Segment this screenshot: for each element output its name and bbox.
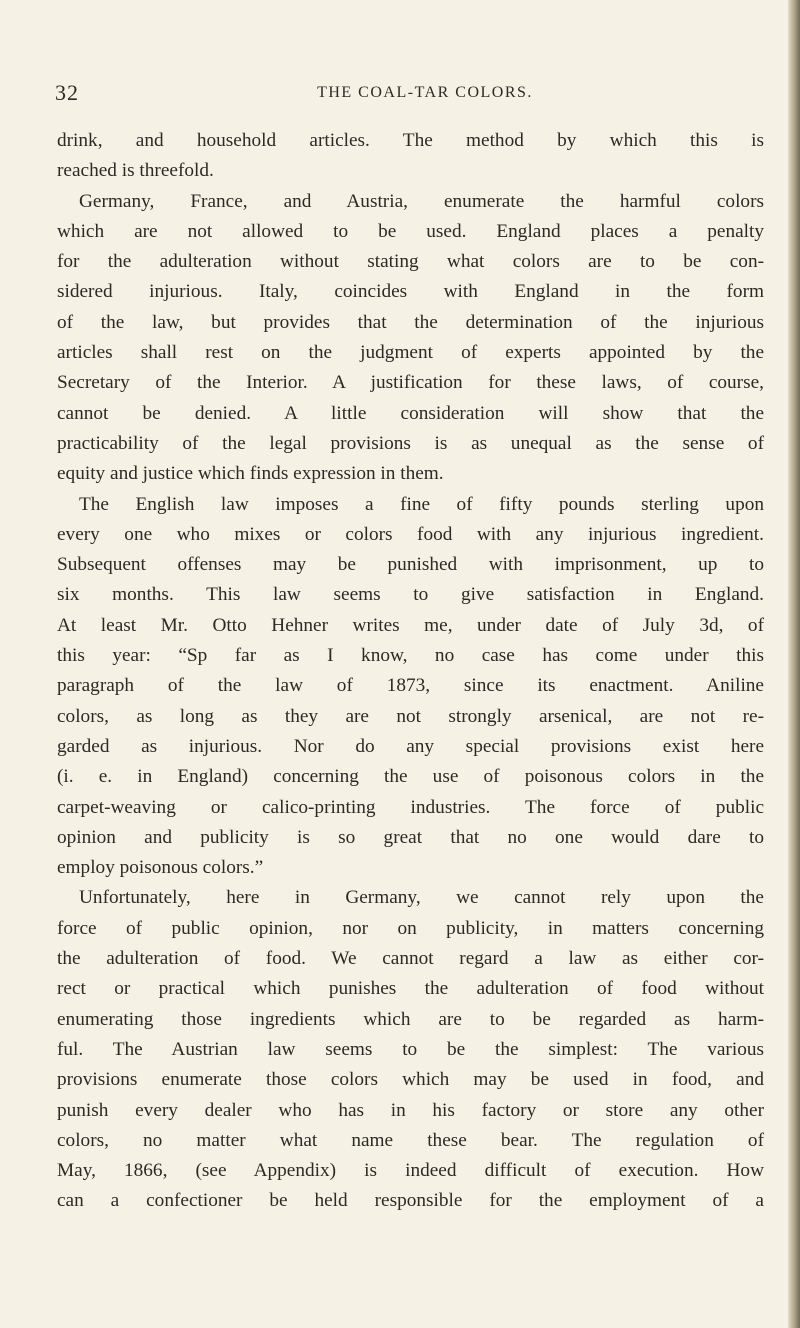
page-number: 32 — [55, 80, 79, 105]
text-line: every one who mixes or colors food with any injurious ingredient. — [57, 523, 764, 545]
text-line: for the adulteration without stating what colors are to be con- — [57, 251, 764, 273]
text-line: articles shall rest on the judgment of experts appointed by the — [57, 342, 764, 364]
text-line: can a confectioner be held responsible for the employment of a — [57, 1190, 764, 1212]
text-line: six months. This law seems to give satisfaction in England. — [57, 584, 764, 606]
text-line: force of public opinion, nor on publicity, in matters concerning — [57, 917, 764, 939]
text-line: The English law imposes a fine of fifty pounds sterling upon — [79, 493, 764, 515]
text-line: this year: “Sp far as I know, no case has come under this — [57, 645, 764, 667]
text-line: sidered injurious. Italy, coincides with England in the form — [57, 281, 764, 303]
text-line: ful. The Austrian law seems to be the simplest: The various — [57, 1038, 764, 1060]
text-line: At least Mr. Otto Hehner writes me, under date of July 3d, of — [57, 614, 764, 636]
text-line: Unfortunately, here in Germany, we cannot rely upon the — [79, 887, 764, 909]
text-line: rect or practical which punishes the adulteration of food without — [57, 978, 764, 1000]
text-line: Subsequent offenses may be punished with imprisonment, up to — [57, 554, 764, 576]
page-header — [55, 80, 765, 110]
body-text — [57, 126, 764, 1217]
text-line: enumerating those ingredients which are to be regarded as harm- — [57, 1008, 764, 1030]
text-line: colors, no matter what name these bear. The regulation of — [57, 1129, 764, 1151]
text-line: employ poisonous colors.” — [57, 857, 264, 879]
text-line: punish every dealer who has in his factory or store any other — [57, 1099, 764, 1121]
text-line: practicability of the legal provisions is as unequal as the sense of — [57, 432, 764, 454]
text-line: of the law, but provides that the determination of the injurious — [57, 311, 764, 333]
text-line: Germany, France, and Austria, enumerate the harmful colors — [79, 190, 764, 212]
page-binding-edge — [788, 0, 800, 1328]
text-line: paragraph of the law of 1873, since its enactment. Aniline — [57, 675, 764, 697]
text-line: provisions enumerate those colors which may be used in food, and — [57, 1069, 764, 1091]
text-line: May, 1866, (see Appendix) is indeed difficult of execution. How — [57, 1160, 764, 1182]
text-line: reached is threefold. — [57, 160, 214, 182]
text-line: cannot be denied. A little consideration will show that the — [57, 402, 764, 424]
text-line: which are not allowed to be used. England places a penalty — [57, 220, 764, 242]
text-line: garded as injurious. Nor do any special provisions exist here — [57, 735, 764, 757]
text-line: (i. e. in England) concerning the use of poisonous colors in the — [57, 766, 764, 788]
text-line: the adulteration of food. We cannot regard a law as either cor- — [57, 948, 764, 970]
text-line: colors, as long as they are not strongly arsenical, are not re- — [57, 705, 764, 727]
running-title: THE COAL-TAR COLORS. — [317, 84, 533, 101]
text-line: opinion and publicity is so great that no one would dare to — [57, 826, 764, 848]
text-line: equity and justice which finds expression in them. — [57, 463, 444, 485]
text-line: Secretary of the Interior. A justification for these laws, of course, — [57, 372, 764, 394]
text-line: carpet-weaving or calico-printing industries. The force of public — [57, 796, 764, 818]
text-line: drink, and household articles. The method by which this is — [57, 130, 764, 151]
